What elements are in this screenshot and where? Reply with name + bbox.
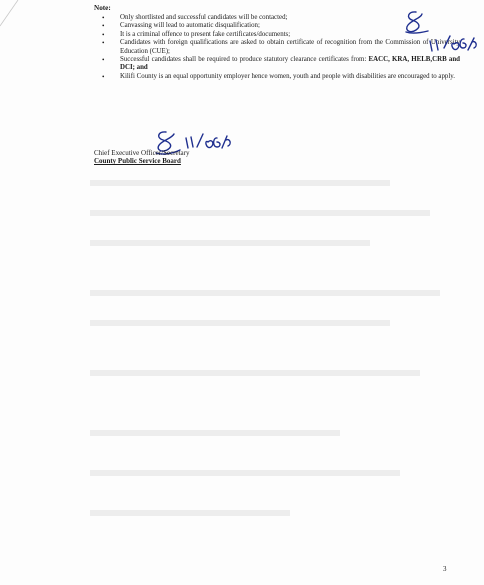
- handwritten-signature-top: [388, 8, 478, 54]
- bullet-icon: •: [102, 14, 105, 22]
- bullet-icon: •: [102, 30, 105, 39]
- note-item: [100, 56, 460, 73]
- signatory-block: [94, 149, 190, 166]
- bullet-icon: •: [102, 56, 105, 65]
- signatory-organization: County Public Service Board: [94, 157, 181, 166]
- bullet-icon: •: [102, 39, 105, 48]
- note-item: [100, 31, 385, 39]
- note-item-text: Kilifi County is an equal opportunity employer hence women, youth and people with disabilities are encouraged to apply.: [120, 72, 456, 80]
- page-number: 3: [443, 565, 447, 573]
- note-heading: Note:: [94, 4, 111, 12]
- bullet-icon: •: [102, 72, 105, 81]
- note-item-text: Candidates with foreign qualifications are asked to obtain certificate of recognition from the Commission of University Education (CUE);: [120, 39, 460, 55]
- note-item-text: Successful candidates shall be required to produce statutory clearance certificates from:: [120, 56, 369, 64]
- signatory-title: Chief Executive Officer/Secretary: [94, 149, 190, 157]
- note-item: [100, 73, 460, 81]
- note-item-bold-text: EACC, KRA, HELB,CRB and DCI; and: [120, 56, 460, 72]
- note-item-text: Canvassing will lead to automatic disqualification;: [120, 22, 260, 30]
- page-fold-mark: [0, 0, 40, 30]
- note-item-text: It is a criminal offence to present fake certificates/documents;: [120, 30, 291, 38]
- note-item-text: Only shortlisted and successful candidates will be contacted;: [120, 14, 288, 21]
- bleed-through-shadow: [70, 170, 470, 550]
- bullet-icon: •: [102, 22, 105, 31]
